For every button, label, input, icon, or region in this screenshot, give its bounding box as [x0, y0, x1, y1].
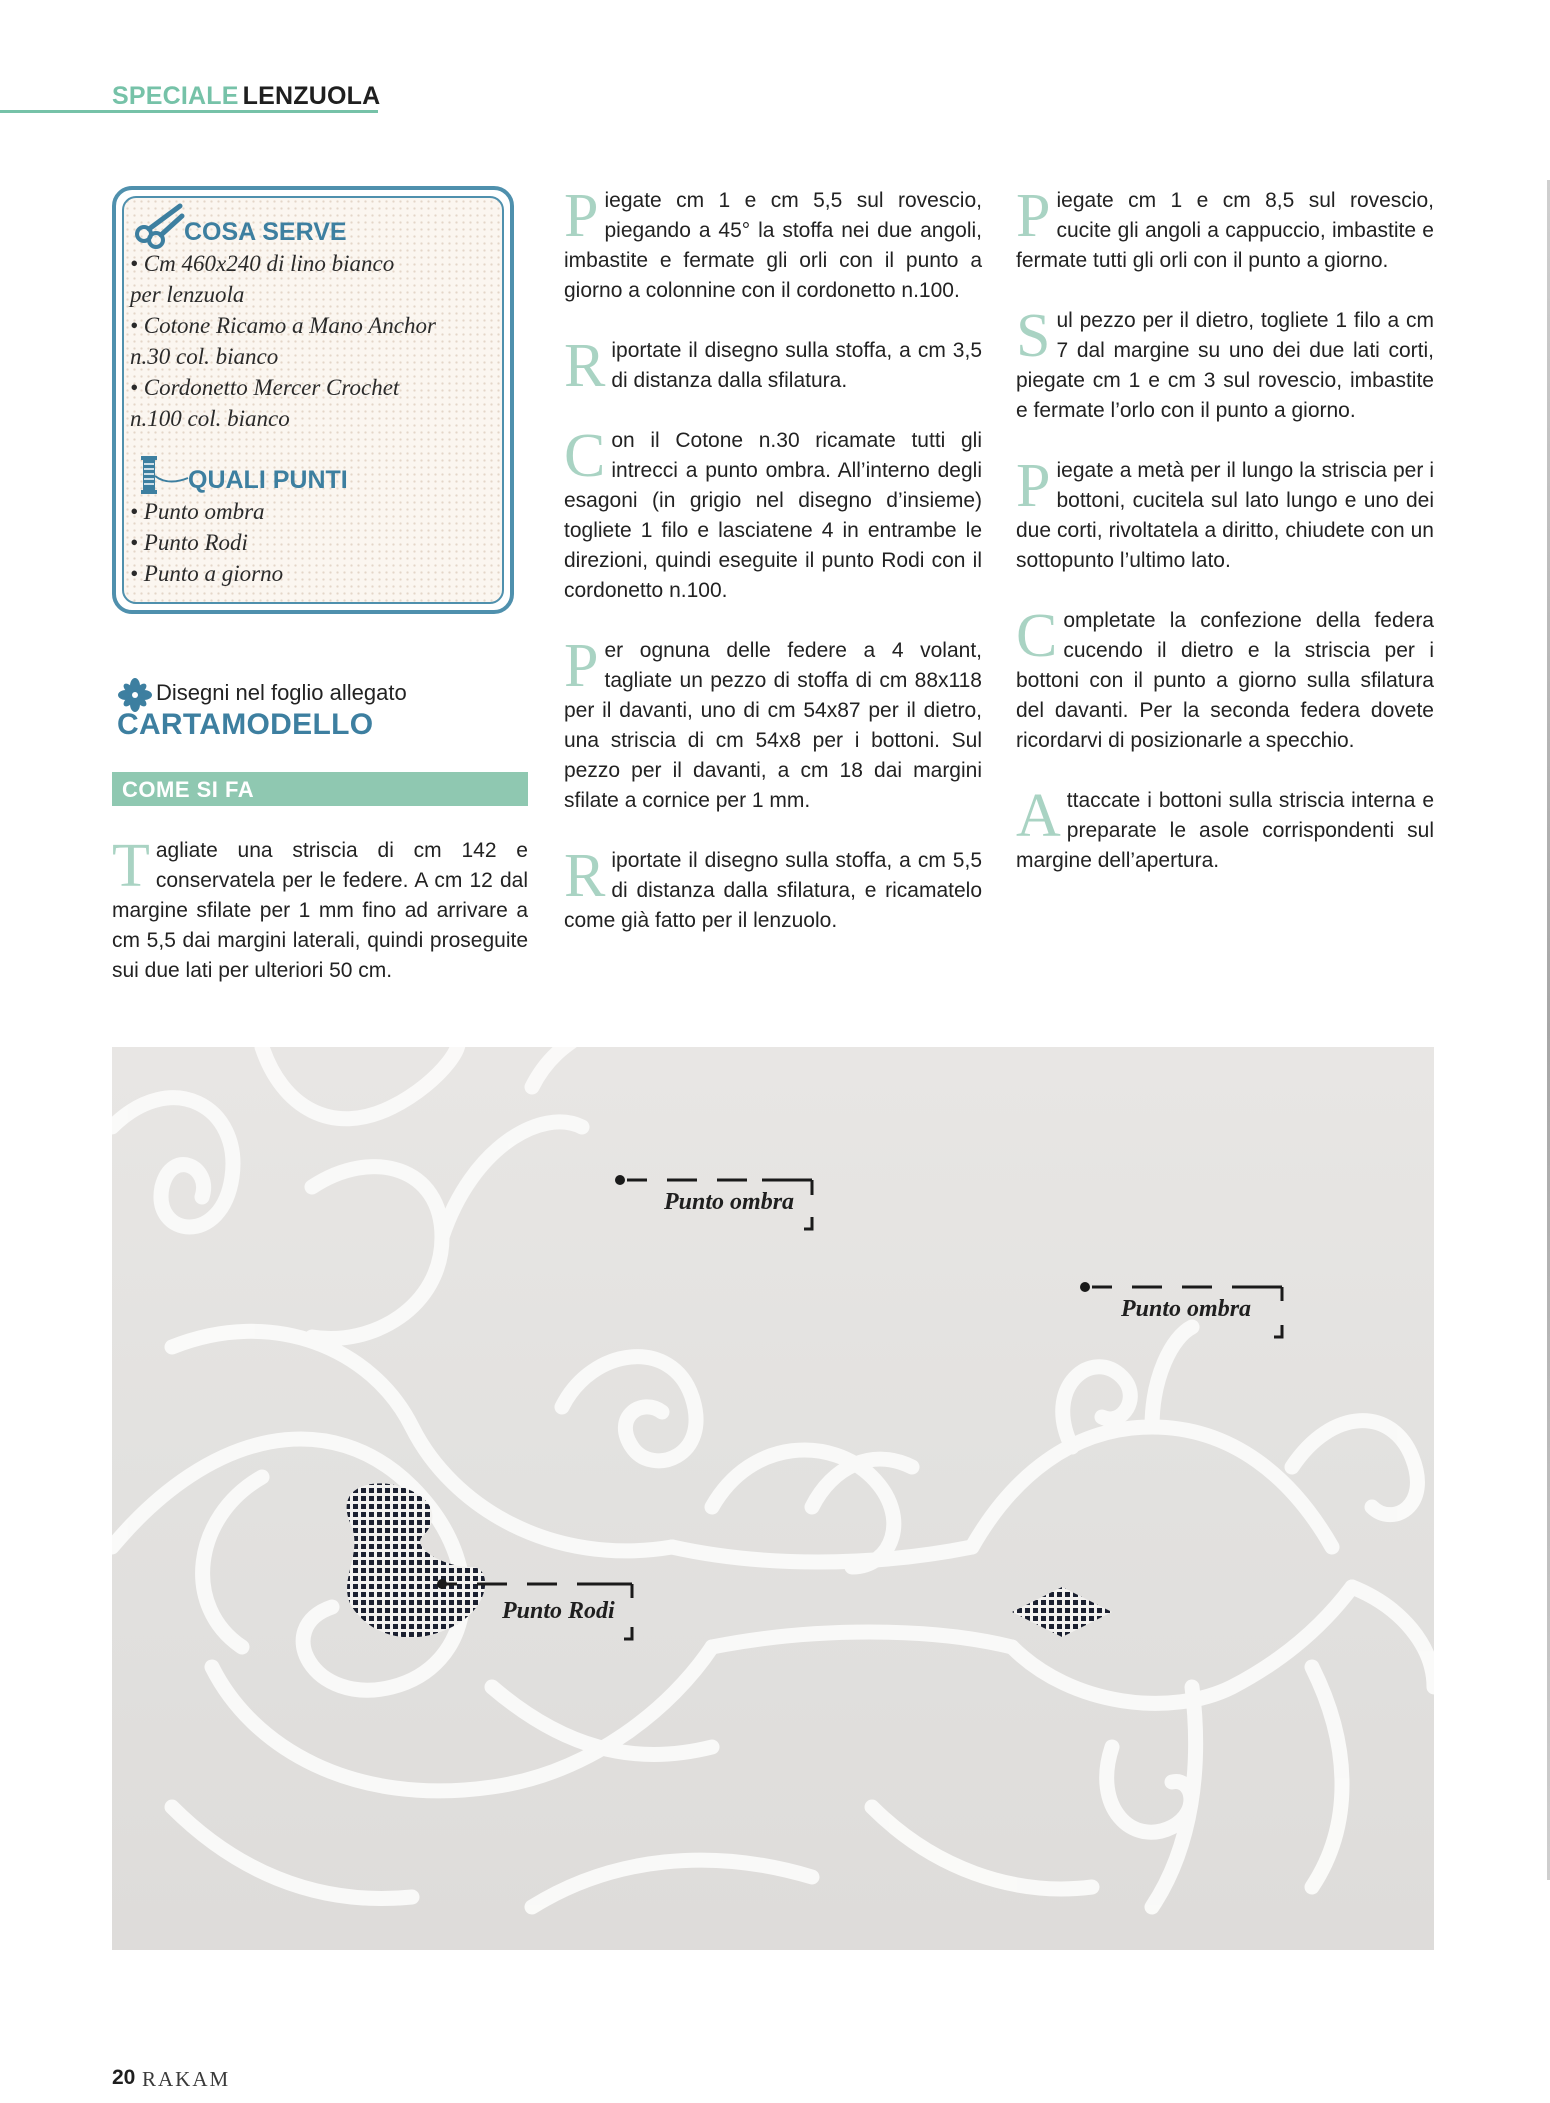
- paragraph-text: iegate a metà per il lungo la striscia per i bottoni, cucitela sul lato lungo e uno dei due corti, rivoltatela a diritto, chiudete con un sottopunto l’ultimo lato.: [1016, 459, 1434, 572]
- paragraph-text: ompletate la confezione della federa cucendo il dietro e la striscia per i bottoni con il punto a giorno sulla sfilatura del davanti. Per la seconda federa dovete ricordarvi di posizionarle a specchio.: [1016, 609, 1434, 752]
- embroidery-pattern: [112, 1047, 1434, 1950]
- section-header: [112, 82, 380, 111]
- drop-cap: C: [564, 422, 606, 490]
- paragraph-text: iegate cm 1 e cm 5,5 sul rovescio, piegando a 45° la stoffa nei due angoli, imbastite e fermate gli orli con il punto a giorno a colonnine con il cordonetto n.100.: [564, 189, 982, 302]
- materials-item: n.30 col. bianco: [130, 344, 279, 369]
- drop-cap: P: [564, 632, 599, 700]
- materials-item: • Cotone Ricamo a Mano Anchor: [130, 313, 436, 338]
- drop-cap: P: [564, 182, 599, 250]
- column-3: [1016, 182, 1434, 876]
- materials-item: • Cm 460x240 di lino bianco: [130, 251, 395, 276]
- callout-punto-ombra-1: Punto ombra: [664, 1189, 795, 1215]
- drop-cap: A: [1016, 782, 1061, 850]
- drop-cap: S: [1016, 302, 1051, 370]
- paragraph-text: er ognuna delle federe a 4 volant, tagliate un pezzo di stoffa di cm 88x118 per il davanti, uno di cm 54x87 per il dietro, una striscia di cm 54x8 per i bottoni. Sul pezzo per il davanti, a cm 18 dai margini sfilate a cornice per 1 mm.: [564, 639, 982, 812]
- pattern-note: Disegni nel foglio allegato: [156, 680, 407, 705]
- materials-list: [130, 248, 436, 434]
- callout-punto-rodi: Punto Rodi: [502, 1598, 615, 1624]
- paragraph-text: iportate il disegno sulla stoffa, a cm 5,5 di distanza dalla sfilatura, e ricamatelo come già fatto per il lenzuolo.: [564, 849, 982, 932]
- section-topic: LENZUOLA: [242, 82, 381, 110]
- paragraph-text: iegate cm 1 e cm 8,5 sul rovescio, cucite gli angoli a cappuccio, imbastite e fermate tutti gli orli con il punto a giorno.: [1016, 189, 1434, 272]
- section-label: SPECIALE: [112, 82, 239, 110]
- how-to-heading: [112, 772, 528, 806]
- intro-paragraph: [112, 832, 528, 986]
- materials-box: [112, 186, 514, 614]
- paragraph-text: iportate il disegno sulla stoffa, a cm 3,5 di distanza dalla sfilatura.: [611, 339, 982, 392]
- drop-cap: R: [564, 332, 606, 400]
- thread-spool-icon: [138, 452, 190, 498]
- embroidery-photo: [112, 1047, 1434, 1950]
- stitches-title: QUALI PUNTI: [188, 466, 348, 494]
- pattern-title: CARTAMODELLO: [117, 708, 374, 741]
- drop-cap: P: [1016, 452, 1051, 520]
- magazine-name: RAKAM: [142, 2067, 231, 2091]
- paragraph-text: ttaccate i bottoni sulla striscia interna e preparate le asole corrispondenti sul margine dell’apertura.: [1016, 789, 1434, 872]
- paragraph-text: ul pezzo per il dietro, togliete 1 filo a cm 7 dal margine su uno dei due lati corti, piegate cm 1 e cm 3 sul rovescio, imbastite e fermate l’orlo con il punto a giorno.: [1016, 309, 1434, 422]
- drop-cap: T: [112, 832, 150, 900]
- materials-item: per lenzuola: [130, 282, 245, 307]
- materials-item: n.100 col. bianco: [130, 406, 290, 431]
- stitch-item: • Punto a giorno: [130, 561, 284, 586]
- column-2: [564, 182, 982, 936]
- stitch-item: • Punto Rodi: [130, 530, 248, 555]
- header-rule: [0, 110, 378, 113]
- drop-cap: C: [1016, 602, 1058, 670]
- materials-title: COSA SERVE: [184, 218, 347, 246]
- paragraph-text: agliate una striscia di cm 142 e conservatela per le federe. A cm 12 dal margine sfilate per 1 mm fino ad arrivare a cm 5,5 dai margini laterali, quindi proseguite sui due lati per ulteriori 50 cm.: [112, 839, 528, 982]
- materials-item: • Cordonetto Mercer Crochet: [130, 375, 400, 400]
- stitch-item: • Punto ombra: [130, 499, 265, 524]
- drop-cap: R: [564, 842, 606, 910]
- stitches-list: [130, 496, 283, 589]
- asterisk-icon: [118, 678, 152, 712]
- how-to-title: COME SI FA: [122, 777, 255, 802]
- paragraph-text: on il Cotone n.30 ricamate tutti gli intrecci a punto ombra. All’interno degli esagoni (in grigio nel disegno d’insieme) togliete 1 filo e lasciatene 4 in entrambe le direzioni, quindi eseguite il punto Rodi con il cordonetto n.100.: [564, 429, 982, 602]
- scissors-icon: [132, 200, 192, 250]
- drop-cap: P: [1016, 182, 1051, 250]
- page-number: 20: [112, 2066, 136, 2089]
- callout-punto-ombra-2: Punto ombra: [1121, 1296, 1252, 1322]
